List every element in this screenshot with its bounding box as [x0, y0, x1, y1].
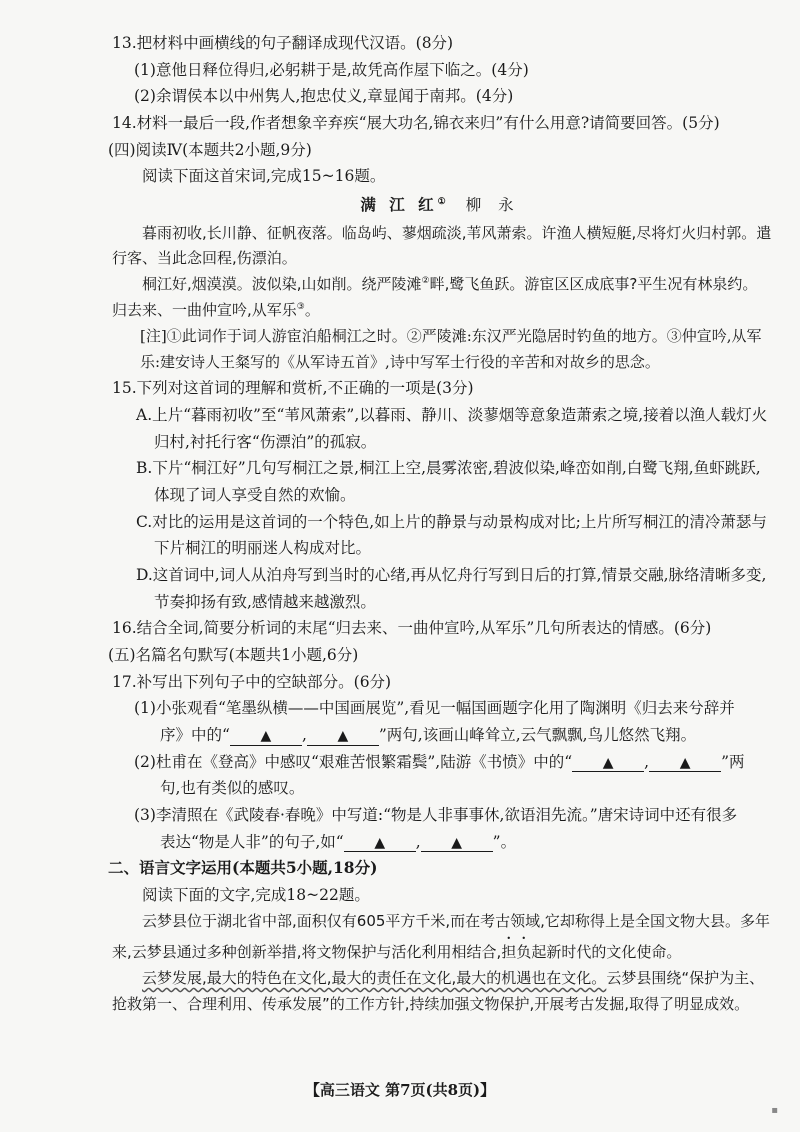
passage-paragraph-1 [112, 909, 772, 967]
blank-marker-icon: ▲ [374, 834, 386, 851]
q17-s2-mid: , [644, 752, 650, 771]
passage-p1-a: 云梦县位于湖北省中部,面积仅有605平方千米,而在考古领域,它却称得上是全国文物大县。多年来,云梦县通过多种创新举措,将文物保护与活化利用相结合, [112, 911, 770, 962]
blank-marker-icon: ▲ [602, 754, 614, 771]
answer-blank[interactable] [572, 753, 644, 773]
blank-marker-icon: ▲ [260, 727, 272, 744]
q15-option-b: B.下片“桐江好”几句写桐江之景,桐江上空,晨雾浓密,碧波似染,峰峦如削,白鹭飞翔,鱼虾跳跃,体现了词人享受自然的欢愉。 [136, 459, 761, 504]
poem-title [112, 192, 768, 219]
q17-s3-pre: 表达“物是人非”的句子,如“ [160, 832, 344, 851]
blank-marker-icon: ▲ [337, 727, 349, 744]
page-footer: 【高三语文 第7页(共8页)】 [304, 1081, 496, 1099]
q17-s1-post: ”两句,该画山峰耸立,云气飘飘,鸟儿悠然飞翔。 [378, 725, 697, 744]
poem-note-mark-3: ③ [296, 301, 305, 312]
q17-s3-post: ”。 [492, 832, 517, 851]
q17-s1-pre: 序》中的“ [160, 725, 230, 744]
q17-sub1-line1: (1)小张观看“笔墨纵横——中国画展览”,看见一幅国画题字化用了陶渊明《归去来兮辞并 [134, 699, 735, 718]
scan-speck: ▪ [771, 1105, 778, 1116]
poem-stanza-2 [112, 272, 772, 324]
q13-stem: 13.把材料中画横线的句子翻译成现代汉语。(8分) [112, 34, 454, 52]
poem-stanza-1: 暮雨初收,长川静、征帆夜落。临岛屿、蓼烟疏淡,苇风萧索。许渔人横短艇,尽将灯火归村郭。遣行客、当此念回程,伤漂泊。 [112, 223, 772, 268]
part2-heading: 二、语言文字运用(本题共5小题,18分) [108, 858, 378, 878]
passage-p2-wavy: 云梦发展,最大的特色在文化,最大的责任在文化,最大的机遇也在文化。 [142, 969, 607, 988]
q17-s2-post: ”两 [721, 752, 745, 771]
q17-s3-mid: , [415, 832, 421, 851]
q17-sub3-line2 [112, 829, 768, 856]
section5-heading: (五)名篇名句默写(本题共1小题,6分) [108, 645, 359, 664]
answer-blank[interactable] [344, 833, 416, 853]
passage-paragraph-2 [112, 966, 772, 1018]
q15-option-d: D.这首词中,词人从泊舟写到当时的心绪,再从忆舟行写到日后的打算,情景交融,脉络清晰多变,节奏抑扬有致,感情越来越激烈。 [136, 565, 767, 611]
q13-sub2: (2)余谓侯本以中州隽人,抱忠仗义,章显闻于南邦。(4分) [134, 87, 514, 106]
passage-p1-dotted: 担负 [501, 943, 532, 962]
q17-stem: 17.补写出下列句子中的空缺部分。(6分) [112, 672, 392, 691]
poem-s2-c: 。 [304, 300, 320, 319]
poem-note-mark-2: ② [421, 276, 430, 287]
q14-stem: 14.材料一最后一段,作者想象辛弃疾“展大功名,锦衣来归”有什么用意?请简要回答。(5分) [112, 113, 720, 132]
answer-blank[interactable] [649, 753, 721, 773]
section4-heading: (四)阅读Ⅳ(本题共2小题,9分) [108, 140, 312, 159]
blank-marker-icon: ▲ [679, 754, 691, 771]
q17-sub1-line2 [112, 722, 768, 749]
q17-sub2-line2: 句,也有类似的感叹。 [160, 779, 305, 798]
q17-s1-mid: , [301, 725, 307, 744]
poem-s2-a: 桐江好,烟漠漠。波似染,山如削。绕严陵滩 [142, 275, 422, 294]
answer-blank[interactable] [421, 833, 493, 853]
answer-blank[interactable] [230, 726, 302, 746]
blank-marker-icon: ▲ [451, 834, 463, 851]
q16-stem: 16.结合全词,简要分析词的末尾“归去来、一曲仲宣吟,从军乐”几句所表达的情感。(6分) [112, 619, 712, 638]
q15-stem: 15.下列对这首词的理解和赏析,不正确的一项是(3分) [112, 379, 474, 398]
poem-author: 柳 永 [465, 195, 520, 214]
poem-title-note-mark: ① [437, 196, 450, 207]
passage-p1-b: 起新时代的文化使命。 [531, 943, 682, 962]
answer-blank[interactable] [307, 726, 379, 746]
q15-option-a: A.上片“暮雨初收”至“苇风萧索”,以暮雨、静川、淡蓼烟等意象造萧索之境,接着以渔人载灯火归村,衬托行客“伤漂泊”的孤寂。 [136, 406, 768, 451]
part2-intro: 阅读下面的文字,完成18~22题。 [142, 885, 370, 904]
passage-p2-b: 云梦县围绕“保护为主、抢救第一、合理利用、传承发展”的工作方针,持续加强文物保护,开展考古发掘,取得了明显成效。 [112, 969, 765, 1013]
poem-s2-b: 畔,鹭飞鱼跃。游宦区区成底事?平生况有林泉约。归去来、一曲仲宣吟,从军乐 [112, 275, 758, 319]
section4-intro: 阅读下面这首宋词,完成15~16题。 [142, 167, 386, 186]
q17-s2-pre: (2)杜甫在《登高》中感叹“艰难苦恨繁霜鬓”,陆游《书愤》中的“ [134, 752, 573, 771]
q13-sub1: (1)意他日释位得归,必躬耕于是,故凭高作屋下临之。(4分) [134, 60, 529, 79]
poem-title-text: 满 江 红 [360, 194, 438, 214]
q15-option-c: C.对比的运用是这首词的一个特色,如上片的静景与动景构成对比;上片所写桐江的清冷萧瑟与下片桐江的明丽迷人构成对比。 [136, 512, 767, 558]
q17-sub2-line1 [112, 749, 768, 776]
poem-notes: [注]①此词作于词人游宦泊船桐江之时。②严陵滩:东汉严光隐居时钓鱼的地方。③仲宣吟,从军乐:建安诗人王粲写的《从军诗五首》,诗中写军士行役的辛苦和对故乡的思念。 [140, 326, 762, 371]
q17-sub3-line1: (3)李清照在《武陵春·春晚》中写道:“物是人非事事休,欲语泪先流。”唐宋诗词中还有很多 [134, 805, 738, 824]
